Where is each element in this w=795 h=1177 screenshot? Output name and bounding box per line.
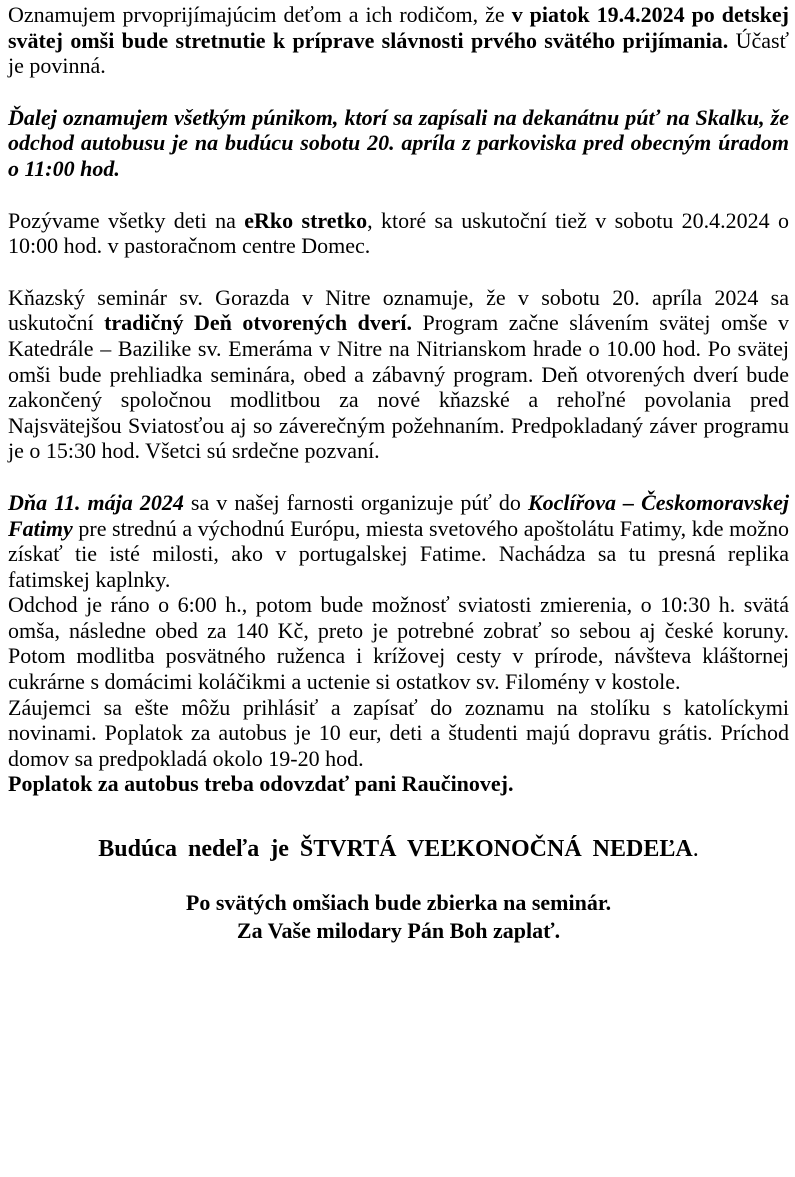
text: , ktoré sa uskutoční tiež v sobotu 20.4.2024 o 10:00 hod. v pastoračnom centre Domec. [8, 207, 789, 259]
bus-fee-note [8, 771, 789, 797]
announcement-pilgrimage-skalka [8, 105, 789, 182]
heading-period: . [692, 836, 699, 863]
bold-text: eRko stretko [244, 207, 368, 233]
announcement-fatima-pilgrimage [8, 490, 789, 592]
bold-text: Poplatok za autobus treba odovzdať pani Raučinovej. [8, 771, 514, 797]
text: Odchod je ráno o 6:00 h., potom bude možnosť sviatosti zmierenia, o 10:30 h. svätá omša, následne obed za 140 Kč, preto je potrebné zobrať so sebou aj české koruny. Potom modlitba posvätného ruženca i krížovej cesty v prírode, návšteva kláštornej cukrárne s domácimi koláčikmi a uctenie si ostatkov sv. Filomény v kostole. [8, 592, 789, 695]
announcement-seminary-open-day [8, 285, 789, 464]
bold-italic-text: Dňa 11. mája 2024 [8, 489, 184, 515]
next-sunday-heading [8, 837, 789, 863]
text: Účasť je povinná. [8, 27, 789, 79]
heading-text: Budúca nedeľa je ŠTVRTÁ VEĽKONOČNÁ NEDEĽA [98, 836, 693, 863]
text: sa v našej farnosti organizuje púť do [183, 489, 528, 515]
bold-text: v piatok 19.4.2024 po detskej svätej omši bude stretnutie k príprave slávnosti prvého svätého prijímania. [8, 2, 790, 53]
text: Záujemci sa ešte môžu prihlásiť a zapísať do zoznamu na stolíku s katolíckymi novinami. Poplatok za autobus je 10 eur, deti a študenti majú dopravu grátis. Príchod domov sa predpokladá okolo 19-20 hod. [8, 694, 789, 771]
text: Oznamujem prvoprijímajúcim deťom a ich rodičom, že [8, 2, 512, 27]
closing-line-2: Za Vaše milodary Pán Boh zaplať. [236, 917, 561, 943]
bold-text: tradičný Deň otvorených dverí. [104, 310, 412, 336]
bold-italic-text: Koclířova – Českomoravskej Fatimy [8, 489, 789, 541]
text: Program začne slávením svätej omše v Katedrále – Bazilike sv. Emeráma v Nitre na Nitrianskom hrade o 10.00 hod. Po svätej omši bude prehliadka seminára, obed a zábavný program. Deň otvorených dverí bude zakončený spoločnou modlitbou za nové kňazské a rehoľné povolania pred Najsvätejšou Sviatosťou aj so záverečným požehnaním. Predpokladaný záver programu je o 15:30 hod. Všetci sú srdečne pozvaní. [8, 310, 789, 464]
text: pre strednú a východnú Európu, miesta svetového apoštolátu Fatimy, kde možno získať tie isté milosti, ako v portugalskej Fatime. Nachádza sa tu presná replika fatimskej kaplnky. [8, 515, 789, 592]
announcement-erko-meeting [8, 208, 789, 259]
closing-line-1: Po svätých omšiach bude zbierka na seminár. [185, 889, 612, 915]
pilgrimage-schedule [8, 592, 789, 694]
announcement-first-communion [8, 2, 789, 79]
bold-italic-text: Ďalej oznamujem všetkým púnikom, ktorí sa zapísali na dekanátnu púť na Skalku, že odchod autobusu je na budúcu sobotu 20. apríla z parkoviska pred obecným úradom o 11:00 hod. [8, 104, 789, 181]
text: Kňazský seminár sv. Gorazda v Nitre oznamuje, že v sobotu 20. apríla 2024 sa uskutoční [8, 284, 789, 336]
closing-note [8, 889, 789, 945]
text: Pozývame všetky deti na [8, 207, 245, 233]
pilgrimage-registration [8, 695, 789, 772]
